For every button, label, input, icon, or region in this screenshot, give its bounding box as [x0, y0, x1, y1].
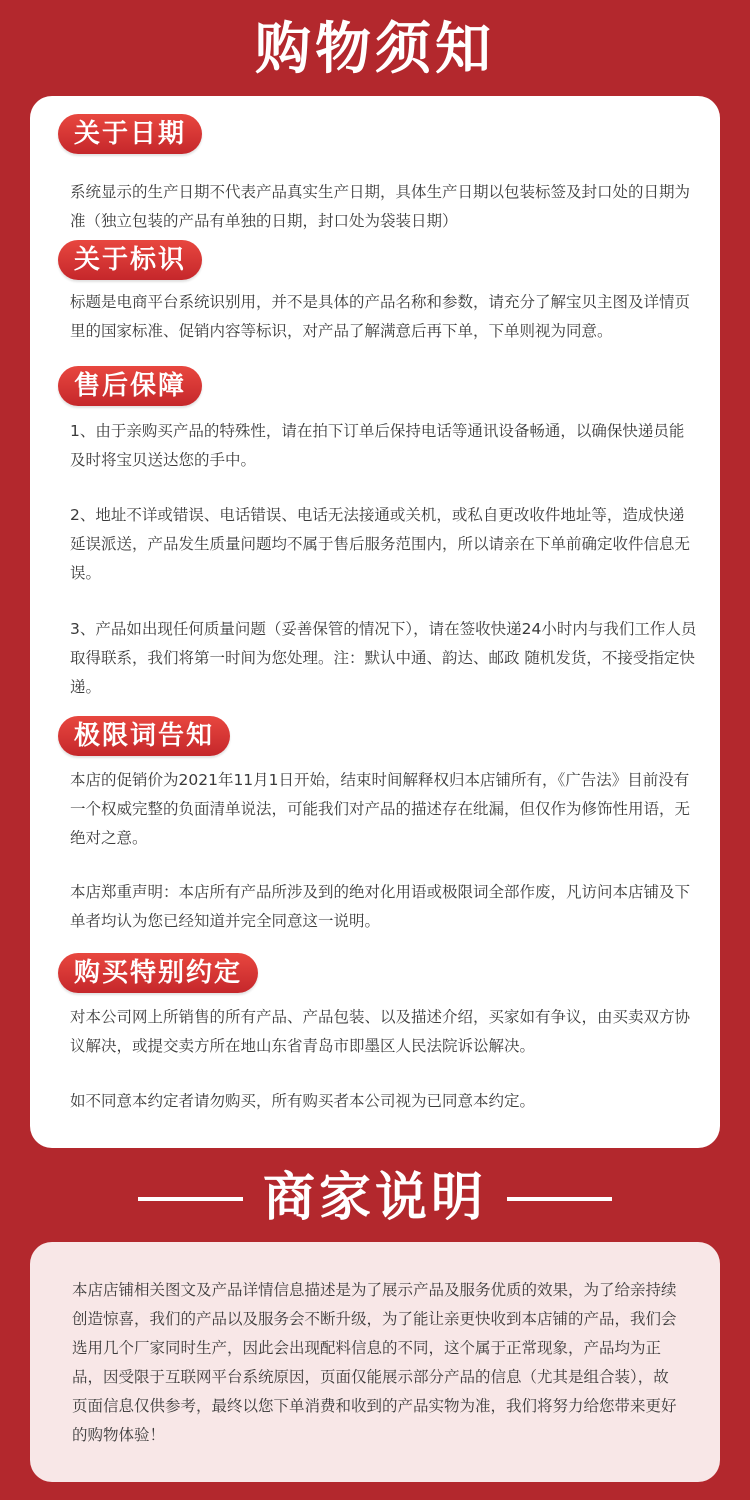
paragraph: 3、产品如出现任何质量问题（妥善保管的情况下），请在签收快递24小时内与我们工作人员取得联系，我们将第一时间为您处理。注：默认中通、韵达、邮政 随机发货，不接受指定快递。	[70, 620, 697, 696]
section-tag-aftersales: 售后保障	[58, 366, 202, 406]
section-tag-agreement: 购买特别约定	[58, 953, 258, 993]
paragraph: 本店郑重声明：本店所有产品所涉及到的绝对化用语或极限词全部作废，凡访问本店铺及下单者均认为您已经知道并完全同意这一说明。	[70, 883, 691, 930]
paragraph: 1、由于亲购买产品的特殊性，请在拍下订单后保持电话等通讯设备畅通，以确保快递员能及时将宝贝送达您的手中。	[70, 422, 685, 469]
shopping-notice-card	[30, 96, 720, 1148]
merchant-title: 商家说明	[262, 1168, 487, 1228]
paragraph: 标题是电商平台系统识别用，并不是具体的产品名称和参数，请充分了解宝贝主图及详情页里的国家标准、促销内容等标识，对产品了解满意后再下单，下单则视为同意。	[70, 293, 691, 340]
merchant-text: 本店店铺相关图文及产品详情信息描述是为了展示产品及服务优质的效果，为了给亲持续创造惊喜，我们的产品以及服务会不断升级，为了能让亲更快收到本店铺的产品，我们会选用几个厂家同时生产，因此会出现配料信息的不同，这个属于正常现象，产品均为正品，因受限于互联网平台系统原因，页面仅能展示部分产品的信息（尤其是组合装），故页面信息仅供参考，最终以您下单消费和收到的产品实物为准，我们将努力给您带来更好的购物体验！	[72, 1281, 677, 1444]
page-title: 购物须知	[255, 17, 495, 82]
section-tag-limit-words: 极限词告知	[58, 716, 230, 756]
paragraph: 系统显示的生产日期不代表产品真实生产日期，具体生产日期以包装标签及封口处的日期为准（独立包装的产品有单独的日期，封口处为袋装日期）	[70, 183, 691, 230]
section-tag-date: 关于日期	[58, 114, 202, 154]
paragraph: 本店的促销价为2021年11月1日开始，结束时间解释权归本店铺所有，《广告法》目前没有一个权威完整的负面清单说法，可能我们对产品的描述存在纰漏，但仅作为修饰性用语，无绝对之意。	[70, 771, 691, 847]
paragraph: 如不同意本约定者请勿购买，所有购买者本公司视为已同意本约定。	[70, 1092, 536, 1110]
merchant-card	[30, 1242, 720, 1482]
section-tag-identifier: 关于标识	[58, 240, 202, 280]
paragraph: 2、地址不详或错误、电话错误、电话无法接通或关机，或私自更改收件地址等，造成快递延误派送，产品发生质量问题均不属于售后服务范围内，所以请亲在下单前确定收件信息无误。	[70, 506, 691, 582]
merchant-heading	[0, 1163, 750, 1233]
paragraph: 对本公司网上所销售的所有产品、产品包装、以及描述介绍，买家如有争议，由买卖双方协议解决，或提交卖方所在地山东省青岛市即墨区人民法院诉讼解决。	[70, 1008, 691, 1055]
